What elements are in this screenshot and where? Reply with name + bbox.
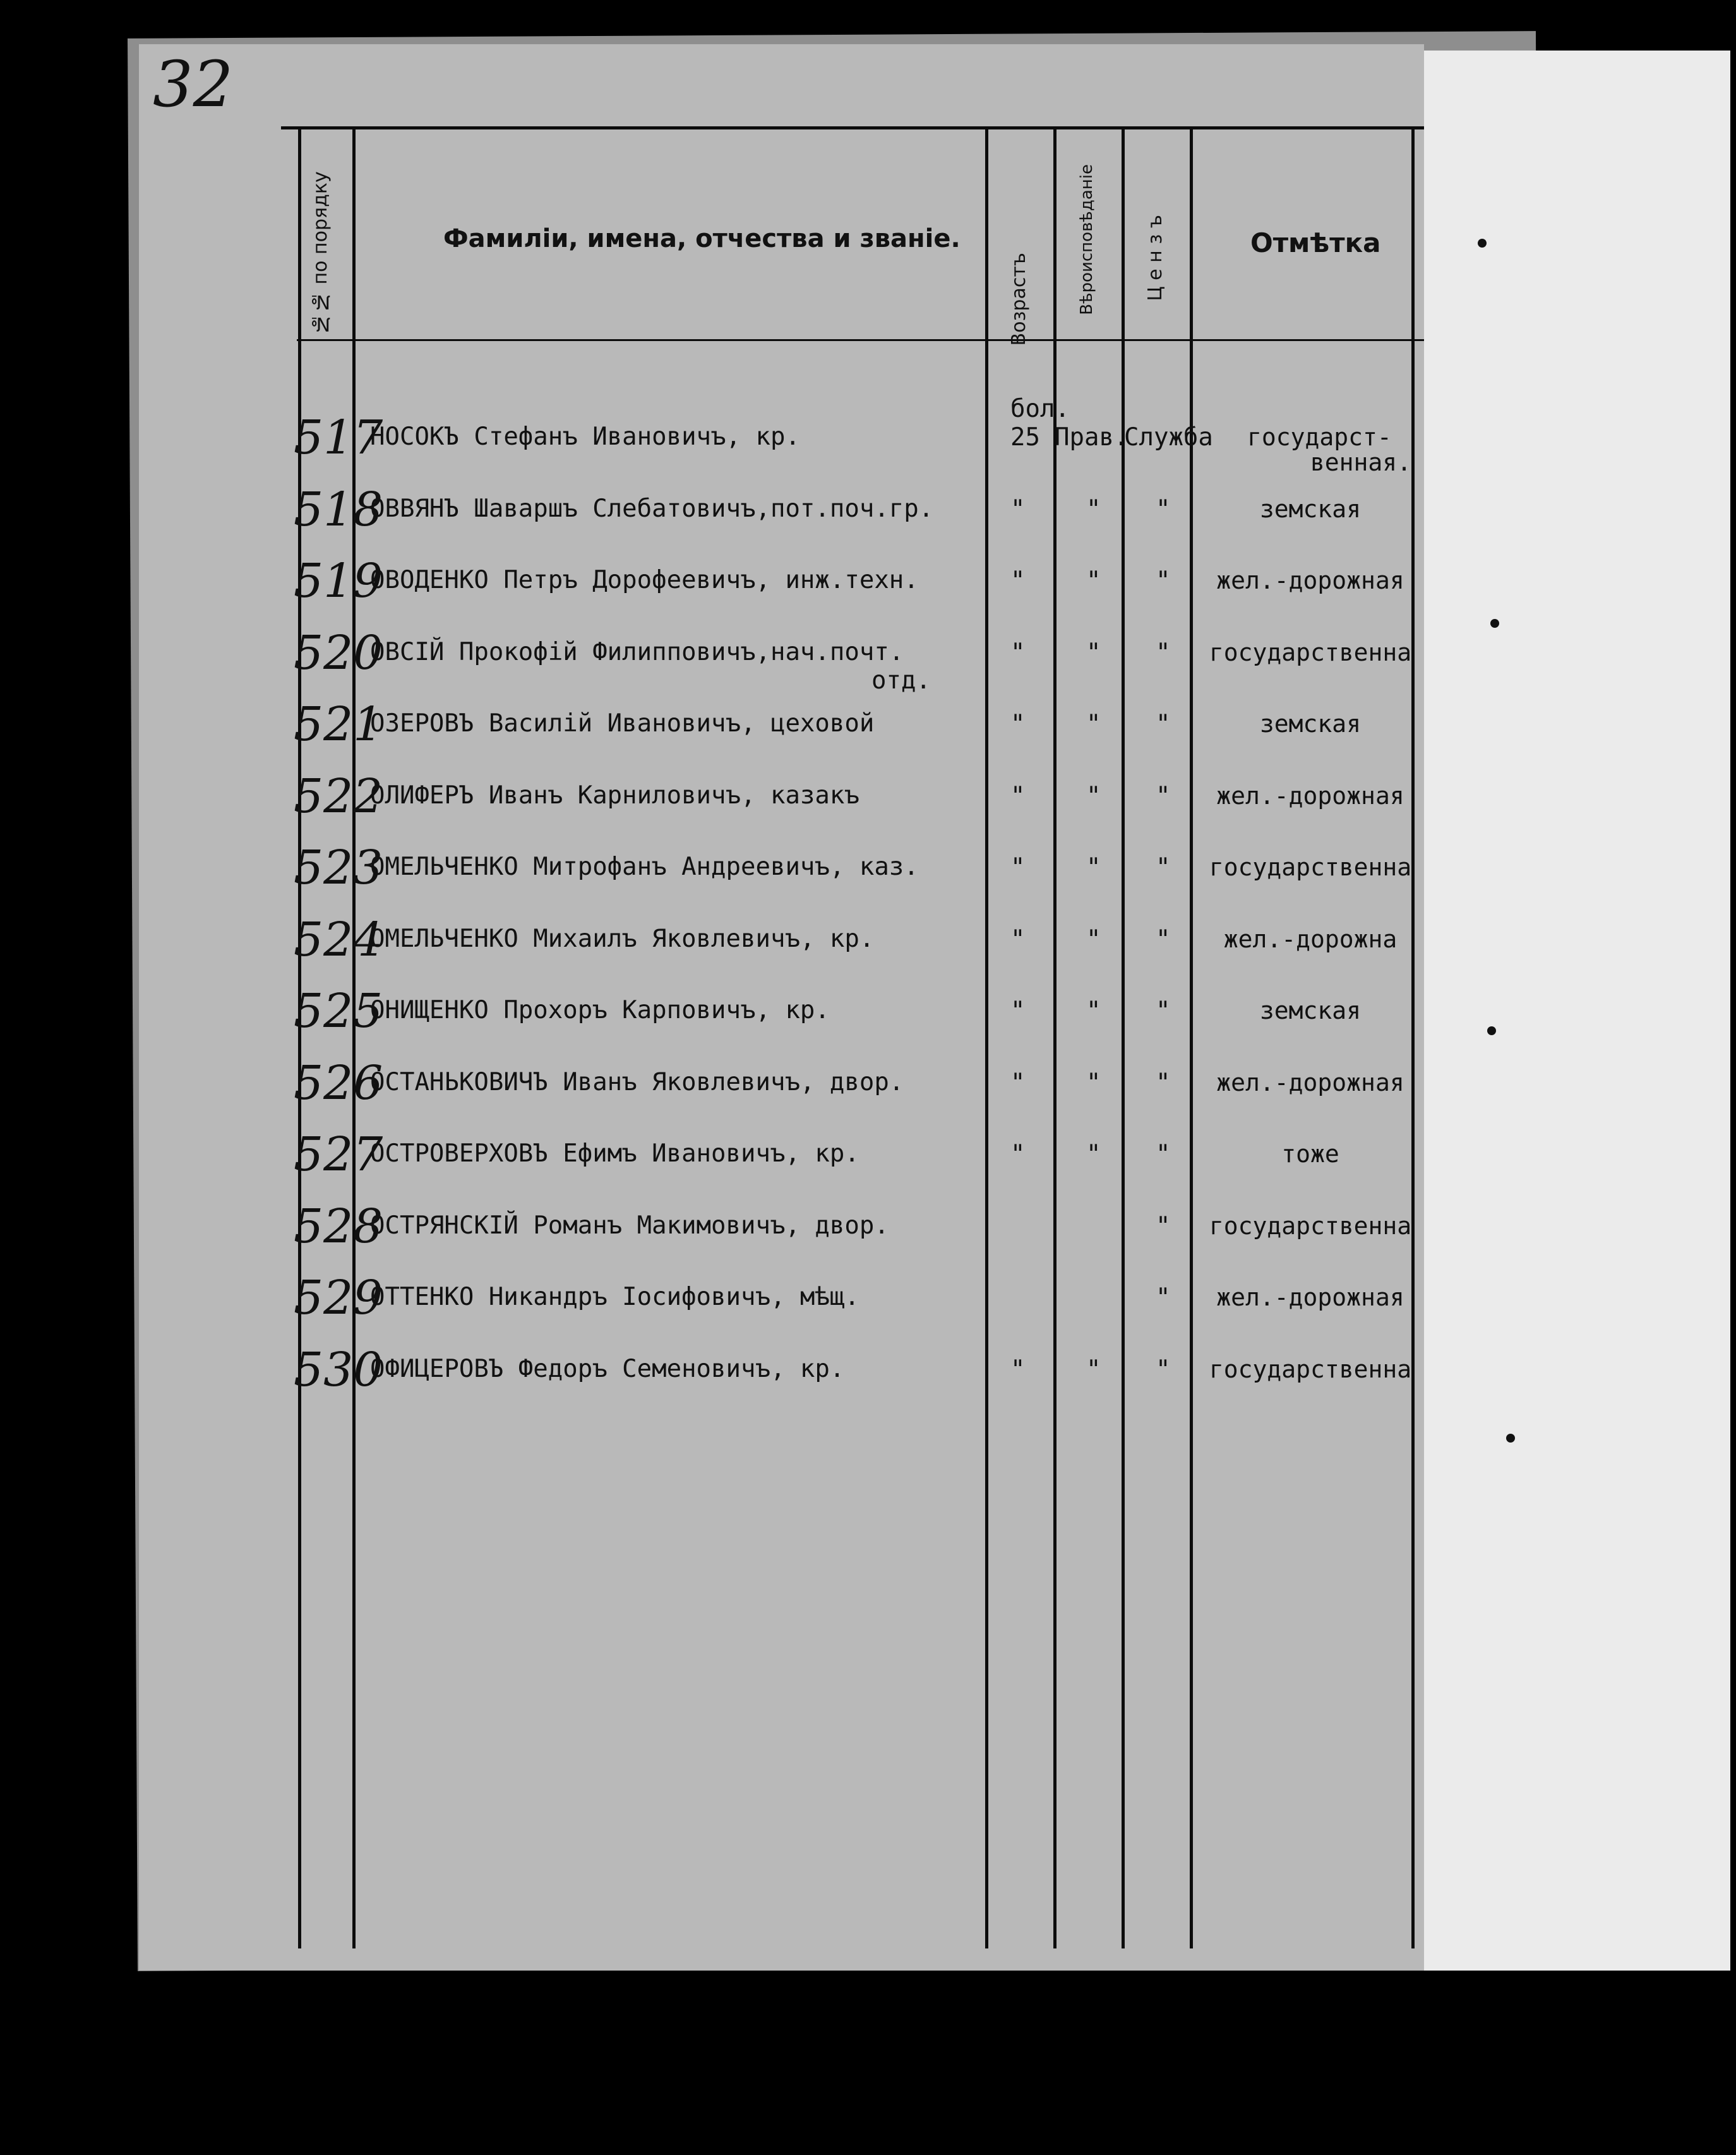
entry-age: "	[1010, 1355, 1026, 1384]
entry-name: ОВОДЕНКО Петръ Дорофеевичъ, инж.техн.	[370, 566, 919, 594]
entry-remark: земская	[1259, 710, 1362, 738]
entry-census: "	[1156, 997, 1171, 1025]
entry-religion: "	[1086, 495, 1101, 524]
entry-number: 520	[294, 625, 383, 680]
entry-name: ОЛИФЕРЪ Иванъ Карниловичъ, казакъ	[370, 781, 859, 810]
entry-religion: "	[1086, 710, 1101, 738]
entry-religion: "	[1086, 638, 1101, 667]
entry-age: "	[1010, 997, 1026, 1025]
table-top-rule	[281, 126, 1424, 129]
entry-remark: государственна	[1209, 1211, 1412, 1240]
entry-religion: "	[1086, 781, 1101, 810]
entry-age: "	[1010, 710, 1026, 738]
entry-age: "	[1010, 781, 1026, 810]
header-census: Ц е н з ъ	[1144, 215, 1166, 301]
entry-religion: "	[1086, 997, 1101, 1025]
margin-dot	[1490, 619, 1499, 628]
entry-age: "	[1010, 1068, 1026, 1097]
entry-number: 529	[294, 1271, 383, 1325]
entry-remark: жел.-дорожная	[1216, 1283, 1404, 1311]
table-row	[139, 1342, 1424, 1426]
entry-age: "	[1010, 853, 1026, 882]
entry-number: 527	[294, 1127, 383, 1182]
entry-census: "	[1156, 710, 1171, 738]
entry-religion: "	[1086, 567, 1101, 595]
entry-census: "	[1156, 1140, 1171, 1168]
entry-number: 528	[294, 1199, 383, 1254]
header-bottom-rule	[297, 339, 1424, 341]
header-religion: Вѣроисповѣданiе	[1077, 164, 1096, 315]
entry-number: 525	[294, 984, 383, 1038]
age-prefix: бол.	[1010, 395, 1070, 423]
entry-remark: государственна	[1209, 1355, 1412, 1383]
header-name: Фамилiи, имена, отчества и званiе.	[443, 224, 961, 253]
entry-name: ОСТРОВЕРХОВЪ Ефимъ Ивановичъ, кр.	[370, 1139, 859, 1168]
entry-remark: земская	[1259, 495, 1362, 523]
entry-age: "	[1010, 925, 1026, 954]
entry-religion: "	[1086, 853, 1101, 882]
entry-remark: земская	[1259, 997, 1362, 1024]
entry-census: "	[1156, 567, 1171, 595]
entry-census: "	[1156, 1211, 1171, 1240]
entry-census: "	[1156, 853, 1171, 882]
entry-name: ОЗЕРОВЪ Василiй Ивановичъ, цеховой	[370, 709, 875, 738]
entry-remark: государственна	[1209, 853, 1412, 881]
first-remark-cont: венная.	[1310, 448, 1411, 476]
entry-census: "	[1156, 781, 1171, 810]
first-age: 25	[1010, 423, 1040, 452]
entry-census: "	[1156, 1068, 1171, 1097]
entry-religion: "	[1086, 1355, 1101, 1384]
entry-remark: тоже	[1281, 1140, 1339, 1168]
entry-census: "	[1156, 925, 1171, 954]
page-number: 32	[153, 47, 234, 121]
entry-census: "	[1156, 1283, 1171, 1312]
entry-number: 530	[294, 1342, 383, 1397]
entry-religion: "	[1086, 1068, 1101, 1097]
entry-name: ОВВЯНЪ Шаваршъ Слебатовичъ,пот.поч.гр.	[370, 494, 934, 523]
entry-name: НОСОКЪ Стефанъ Ивановичъ, кр.	[370, 423, 800, 451]
first-remark: государст-	[1247, 423, 1392, 451]
entry-name: ОВСIЙ Прокофiй Филипповичъ,нач.почт.	[370, 637, 904, 666]
entry-number: 522	[294, 769, 383, 824]
entry-census: "	[1156, 1355, 1171, 1384]
entry-name: ОМЕЛЬЧЕНКО Митрофанъ Андреевичъ, каз.	[370, 853, 919, 881]
entry-census: "	[1156, 495, 1171, 524]
entry-religion: "	[1086, 925, 1101, 954]
entry-name: ОНИЩЕНКО Прохоръ Карповичъ, кр.	[370, 996, 830, 1024]
entry-age: "	[1010, 495, 1026, 524]
margin-dot	[1478, 239, 1487, 248]
entry-census: "	[1156, 638, 1171, 667]
entry-name-cont: отд.	[871, 666, 931, 695]
entry-remark: жел.-дорожная	[1216, 781, 1404, 810]
entry-remark: жел.-дорожна	[1223, 925, 1398, 953]
entry-number: 526	[294, 1055, 383, 1110]
right-blank-page	[1421, 51, 1730, 1971]
entry-remark: жел.-дорожная	[1216, 567, 1404, 594]
entry-remark: государственна	[1209, 638, 1412, 666]
header-remark: Отмѣтка	[1250, 227, 1381, 258]
margin-dot	[1506, 1434, 1515, 1443]
entry-remark: жел.-дорожная	[1216, 1068, 1404, 1096]
entry-religion: "	[1086, 1140, 1101, 1168]
header-number: №№ по порядку	[309, 171, 332, 335]
entry-number: 519	[294, 554, 383, 608]
entry-number: 523	[294, 841, 383, 895]
entry-name: ОСТАНЬКОВИЧЪ Иванъ Яковлевичъ, двор.	[370, 1067, 904, 1096]
entry-number: 517	[294, 411, 383, 465]
entry-age: "	[1010, 638, 1026, 667]
entry-name: ОМЕЛЬЧЕНКО Михаилъ Яковлевичъ, кр.	[370, 924, 875, 953]
entry-number: 518	[294, 482, 383, 537]
first-religion: Прав.	[1055, 423, 1129, 452]
entry-name: ОТТЕНКО Никандръ Iосифовичъ, мѣщ.	[370, 1283, 859, 1311]
margin-dot	[1487, 1026, 1496, 1035]
entry-name: ОФИЦЕРОВЪ Федоръ Семеновичъ, кр.	[370, 1354, 845, 1383]
entry-age: "	[1010, 1140, 1026, 1168]
entry-age: "	[1010, 567, 1026, 595]
document-page	[139, 44, 1424, 1971]
header-age: Возрастъ	[1008, 253, 1030, 346]
entry-number: 521	[294, 697, 383, 752]
entry-number: 524	[294, 912, 383, 967]
first-census: Служба	[1124, 423, 1213, 452]
entry-name: ОСТРЯНСКIЙ Романъ Макимовичъ, двор.	[370, 1211, 889, 1240]
